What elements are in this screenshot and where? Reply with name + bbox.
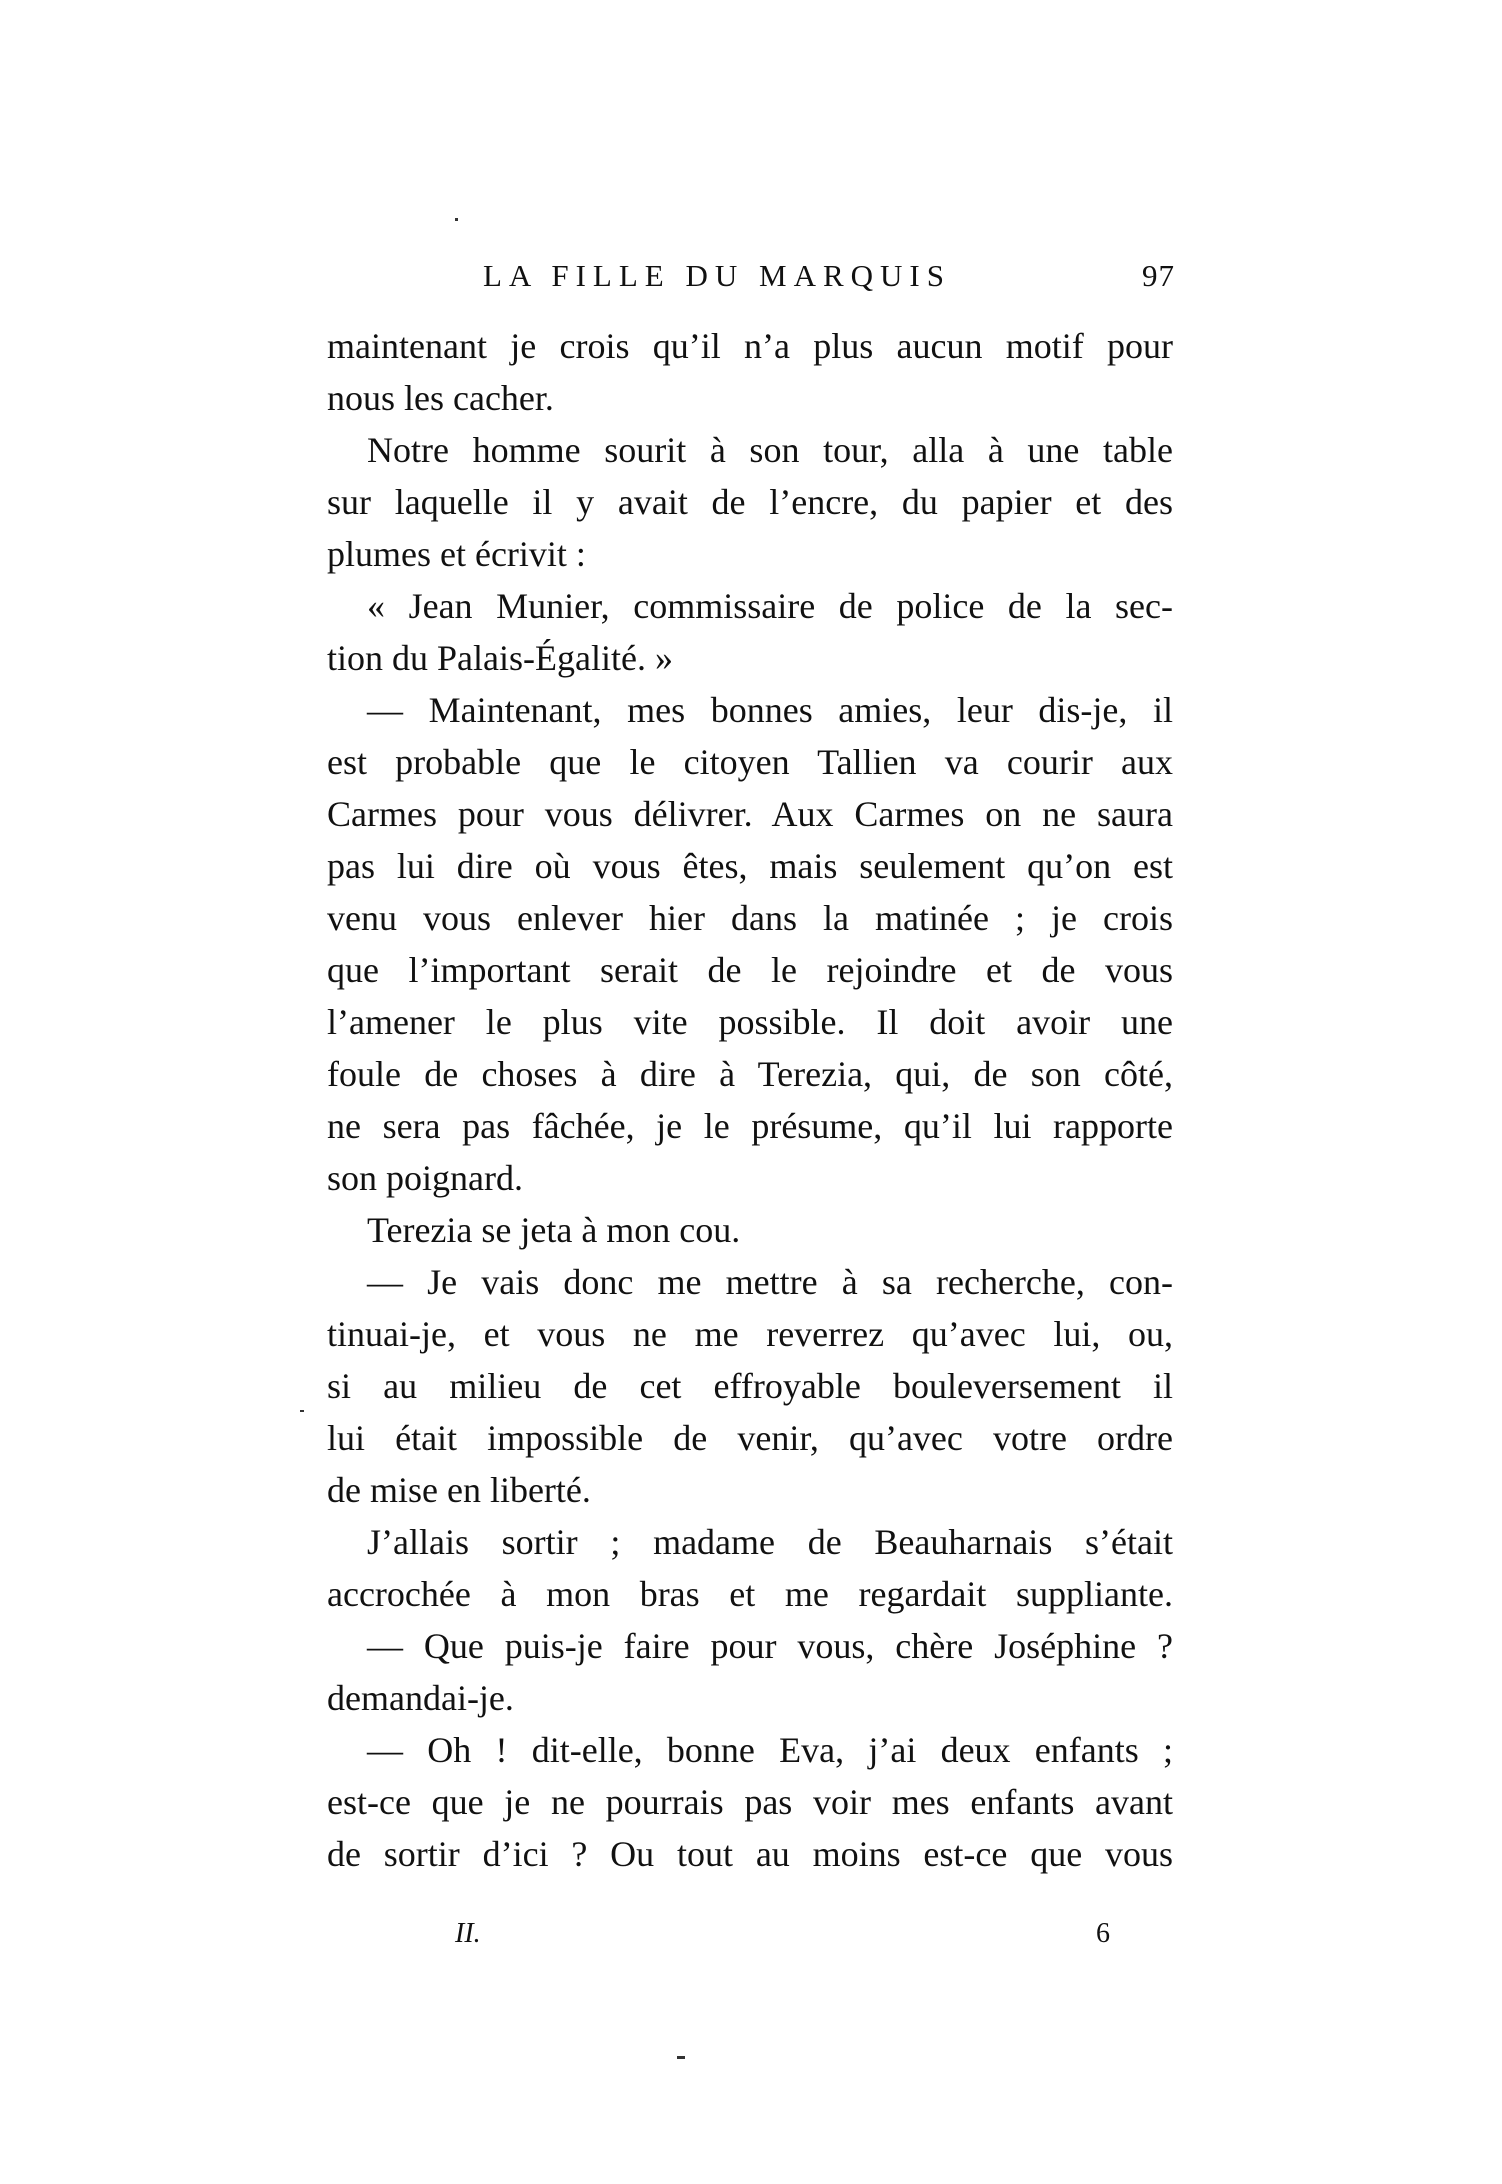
text-line: accrochée à mon bras et me regardait suppliante.: [327, 1574, 1173, 1614]
text-line: sur laquelle il y avait de l’encre, du papier et des: [327, 482, 1173, 522]
text-line: plumes et écrivit :: [327, 534, 586, 574]
text-line: — Que puis-je faire pour vous, chère Joséphine ?: [367, 1626, 1173, 1666]
text-line: foule de choses à dire à Terezia, qui, de son côté,: [327, 1054, 1173, 1094]
text-line: « Jean Munier, commissaire de police de la sec-: [367, 586, 1173, 626]
text-line: nous les cacher.: [327, 378, 554, 418]
running-header: [483, 258, 1183, 302]
text-line: est probable que le citoyen Tallien va courir aux: [327, 742, 1173, 782]
text-line: lui était impossible de venir, qu’avec votre ordre: [327, 1418, 1173, 1458]
text-line: Notre homme sourit à son tour, alla à une table: [367, 430, 1173, 470]
text-line: Carmes pour vous délivrer. Aux Carmes on ne saura: [327, 794, 1173, 834]
text-line: de sortir d’ici ? Ou tout au moins est-ce que vous: [327, 1834, 1173, 1874]
ink-speck: [677, 2056, 685, 2059]
text-line: — Maintenant, mes bonnes amies, leur dis-je, il: [367, 690, 1173, 730]
gathering-signature: 6: [1096, 1918, 1110, 1949]
text-line: si au milieu de cet effroyable bouleversement il: [327, 1366, 1173, 1406]
text-line: est-ce que je ne pourrais pas voir mes enfants avant: [327, 1782, 1173, 1822]
ink-speck: [300, 1410, 304, 1412]
text-line: tinuai-je, et vous ne me reverrez qu’avec lui, ou,: [327, 1314, 1173, 1354]
ink-speck: [455, 218, 458, 221]
text-line: Terezia se jeta à mon cou.: [367, 1210, 741, 1250]
text-line: pas lui dire où vous êtes, mais seulement qu’on est: [327, 846, 1173, 886]
volume-signature: II.: [455, 1918, 481, 1949]
text-line: l’amener le plus vite possible. Il doit avoir une: [327, 1002, 1173, 1042]
page-number: 97: [1142, 258, 1175, 293]
text-line: tion du Palais-Égalité. »: [327, 638, 673, 678]
body-text: [327, 320, 1173, 1880]
text-line: demandai-je.: [327, 1678, 514, 1718]
text-line: venu vous enlever hier dans la matinée ; je crois: [327, 898, 1173, 938]
text-line: ne sera pas fâchée, je le présume, qu’il lui rapporte: [327, 1106, 1173, 1146]
text-line: son poignard.: [327, 1158, 523, 1198]
text-line: maintenant je crois qu’il n’a plus aucun motif pour: [327, 326, 1173, 366]
text-line: que l’important serait de le rejoindre et de vous: [327, 950, 1173, 990]
text-line: — Je vais donc me mettre à sa recherche, con-: [367, 1262, 1173, 1302]
text-line: de mise en liberté.: [327, 1470, 591, 1510]
text-line: — Oh ! dit-elle, bonne Eva, j’ai deux enfants ;: [367, 1730, 1173, 1770]
text-line: J’allais sortir ; madame de Beauharnais s’était: [367, 1522, 1173, 1562]
running-title: LA FILLE DU MARQUIS: [483, 258, 951, 293]
signature-line: [455, 1918, 1110, 1958]
